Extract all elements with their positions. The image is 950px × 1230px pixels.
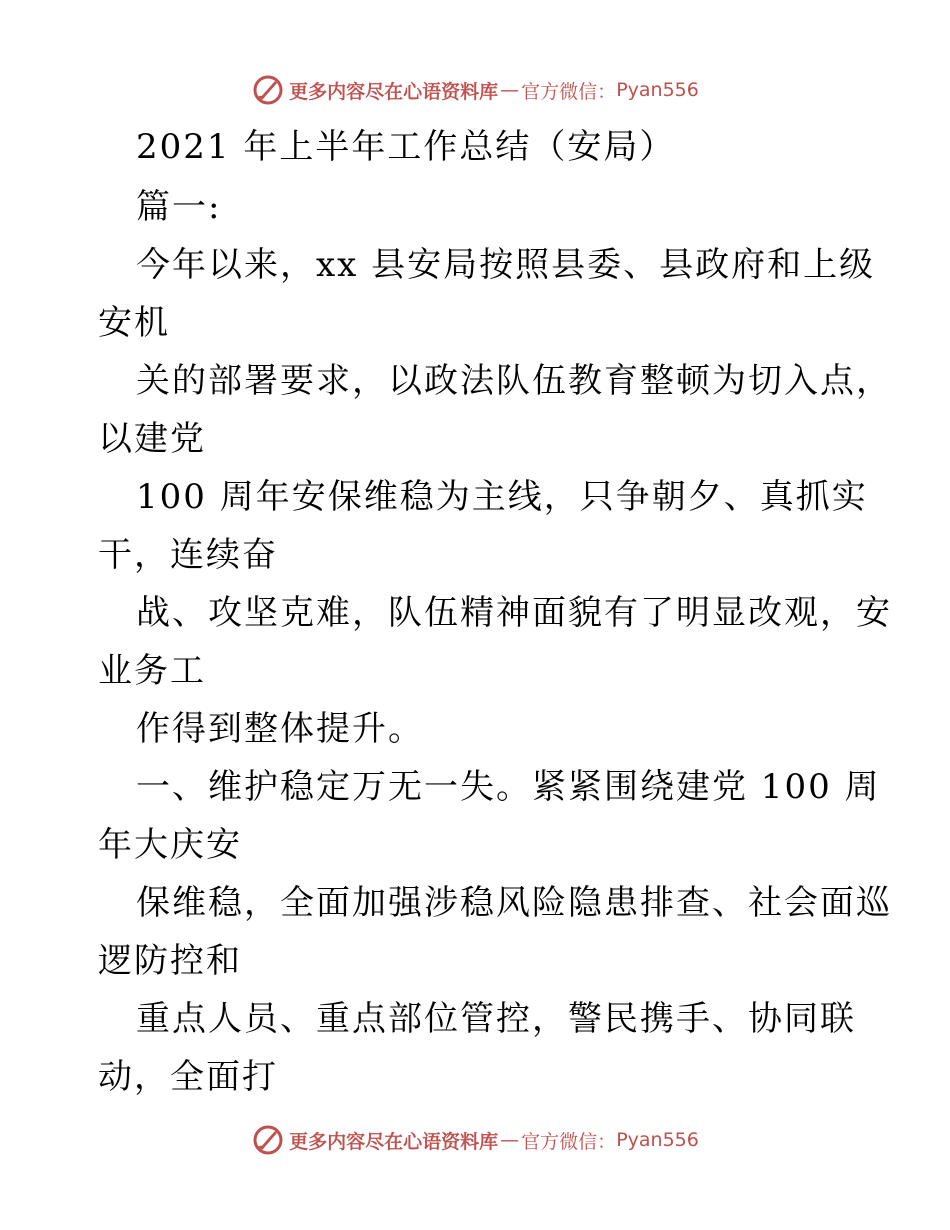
watermark-wechat-label: 官方微信： bbox=[521, 1130, 617, 1153]
watermark-site-text: 更多内容尽在心语资料库 bbox=[289, 1130, 499, 1153]
paragraph-line: 干，连续奋 bbox=[98, 535, 278, 575]
watermark-separator: — bbox=[500, 1129, 520, 1151]
watermark-wechat-label: 官方微信： bbox=[521, 80, 617, 103]
watermark-site-text: 更多内容尽在心语资料库 bbox=[289, 80, 499, 103]
watermark-wechat-handle: Pyan556 bbox=[616, 1129, 699, 1151]
paragraph-line: 作得到整体提升。 bbox=[136, 709, 424, 749]
paragraph-line: 战、攻坚克难，队伍精神面貌有了明显改观，安 bbox=[136, 593, 892, 633]
paragraph-line: 以建党 bbox=[98, 419, 206, 459]
watermark-separator: — bbox=[500, 79, 520, 101]
paragraph-line: 保维稳，全面加强涉稳风险隐患排查、社会面巡 bbox=[136, 883, 892, 923]
quill-seal-icon bbox=[251, 1123, 285, 1157]
paragraph-line: 动，全面打 bbox=[98, 1057, 278, 1097]
paragraph-line: 安机 bbox=[98, 303, 170, 343]
paragraph-line: 100 周年安保维稳为主线，只争朝夕、真抓实 bbox=[136, 477, 868, 517]
watermark-footer bbox=[0, 1120, 950, 1160]
document-title: 2021 年上半年工作总结（安局） bbox=[136, 127, 676, 167]
watermark-header bbox=[0, 70, 950, 110]
paragraph-line: 业务工 bbox=[98, 651, 206, 691]
paragraph-line: 年大庆安 bbox=[98, 825, 242, 865]
paragraph-line: 逻防控和 bbox=[98, 941, 242, 981]
paragraph-line: 今年以来，xx 县安局按照县委、县政府和上级 bbox=[136, 245, 876, 285]
quill-seal-icon bbox=[251, 73, 285, 107]
paragraph-line: 重点人员、重点部位管控，警民携手、协同联 bbox=[136, 999, 856, 1039]
section-heading: 篇一: bbox=[136, 187, 222, 227]
paragraph-line: 关的部署要求，以政法队伍教育整顿为切入点， bbox=[136, 361, 892, 401]
paragraph-line: 一、维护稳定万无一失。紧紧围绕建党 100 周 bbox=[136, 767, 881, 807]
watermark-wechat-handle: Pyan556 bbox=[616, 79, 699, 101]
